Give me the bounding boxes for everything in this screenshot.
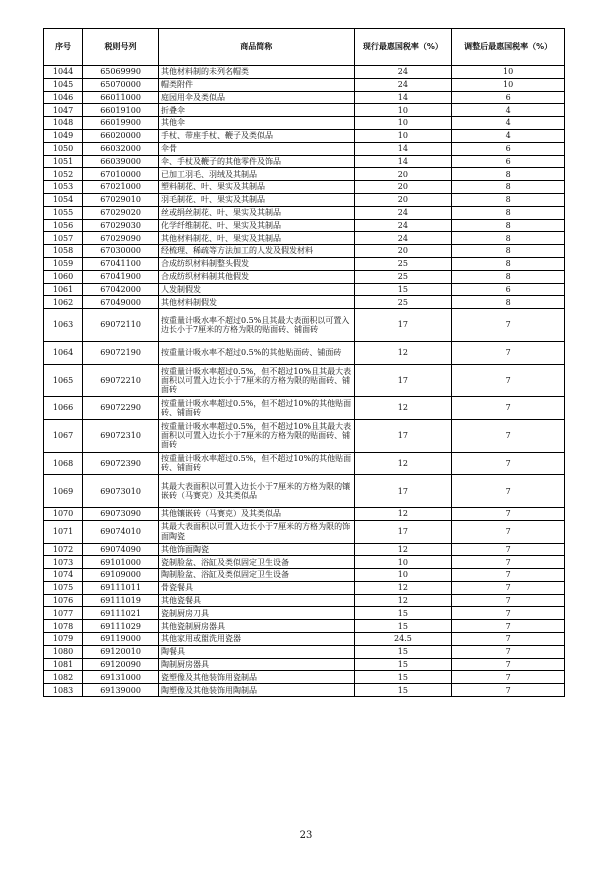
table-row <box>44 452 565 475</box>
cell-no: 1061 <box>44 283 83 296</box>
cell-no: 1063 <box>44 309 83 342</box>
cell-no: 1060 <box>44 270 83 283</box>
table-row <box>44 556 565 569</box>
table-row <box>44 296 565 309</box>
cell-no: 1054 <box>44 193 83 206</box>
cell-no: 1062 <box>44 296 83 309</box>
cell-adjusted-rate: 7 <box>452 520 565 543</box>
cell-adjusted-rate: 7 <box>452 556 565 569</box>
cell-current-rate: 17 <box>354 520 452 543</box>
cell-adjusted-rate: 7 <box>452 397 565 420</box>
cell-code: 69073010 <box>83 475 159 508</box>
cell-no: 1083 <box>44 684 83 697</box>
tariff-table-container <box>43 28 565 697</box>
cell-no: 1077 <box>44 607 83 620</box>
table-row <box>44 594 565 607</box>
cell-name: 合成纺织材料制整头假发 <box>159 257 355 270</box>
cell-no: 1069 <box>44 475 83 508</box>
cell-name: 羽毛制花、叶、果实及其制品 <box>159 193 355 206</box>
cell-code: 69111011 <box>83 581 159 594</box>
cell-current-rate: 20 <box>354 181 452 194</box>
cell-no: 1081 <box>44 658 83 671</box>
cell-adjusted-rate: 8 <box>452 296 565 309</box>
cell-code: 69072390 <box>83 452 159 475</box>
cell-name: 陶塑像及其他装饰用陶制品 <box>159 684 355 697</box>
cell-code: 69139000 <box>83 684 159 697</box>
cell-current-rate: 17 <box>354 475 452 508</box>
cell-adjusted-rate: 8 <box>452 193 565 206</box>
cell-current-rate: 24.5 <box>354 633 452 646</box>
table-row <box>44 507 565 520</box>
cell-no: 1072 <box>44 543 83 556</box>
cell-current-rate: 12 <box>354 543 452 556</box>
cell-name: 瓷塑像及其他装饰用瓷制品 <box>159 671 355 684</box>
cell-adjusted-rate: 7 <box>452 341 565 364</box>
cell-adjusted-rate: 7 <box>452 309 565 342</box>
cell-name: 按重量计吸水率超过0.5%，但不超过10%且其最大表面积以可置入边长小于7厘米的方格为限的贴面砖、铺面砖 <box>159 364 355 397</box>
cell-name: 其他瓷餐具 <box>159 594 355 607</box>
cell-name: 其最大表面积以可置入边长小于7厘米的方格为限的镶嵌砖（马赛克）及其类似品 <box>159 475 355 508</box>
cell-name: 已加工羽毛、羽绒及其制品 <box>159 168 355 181</box>
cell-no: 1066 <box>44 397 83 420</box>
table-row <box>44 181 565 194</box>
table-row <box>44 645 565 658</box>
cell-adjusted-rate: 6 <box>452 283 565 296</box>
table-row <box>44 520 565 543</box>
cell-code: 65069990 <box>83 66 159 79</box>
cell-adjusted-rate: 6 <box>452 142 565 155</box>
cell-name: 伞、手杖及鞭子的其他零件及饰品 <box>159 155 355 168</box>
cell-no: 1064 <box>44 341 83 364</box>
cell-current-rate: 20 <box>354 245 452 258</box>
table-row <box>44 104 565 117</box>
cell-code: 67029090 <box>83 232 159 245</box>
cell-current-rate: 12 <box>354 594 452 607</box>
table-row <box>44 219 565 232</box>
cell-current-rate: 12 <box>354 581 452 594</box>
cell-name: 其他瓷制厨房器具 <box>159 620 355 633</box>
cell-name: 人发制假发 <box>159 283 355 296</box>
cell-name: 其他家用或盥洗用瓷器 <box>159 633 355 646</box>
cell-code: 66011000 <box>83 91 159 104</box>
cell-current-rate: 15 <box>354 684 452 697</box>
cell-no: 1048 <box>44 117 83 130</box>
cell-no: 1079 <box>44 633 83 646</box>
cell-adjusted-rate: 8 <box>452 219 565 232</box>
cell-name: 瓷制脸盆、浴缸及类似固定卫生设备 <box>159 556 355 569</box>
cell-code: 69111029 <box>83 620 159 633</box>
cell-adjusted-rate: 7 <box>452 684 565 697</box>
table-row <box>44 206 565 219</box>
cell-adjusted-rate: 10 <box>452 66 565 79</box>
table-row <box>44 684 565 697</box>
cell-name: 按重量计吸水率超过0.5%，但不超过10%的其他贴面砖、铺面砖 <box>159 397 355 420</box>
cell-adjusted-rate: 7 <box>452 475 565 508</box>
cell-current-rate: 14 <box>354 142 452 155</box>
cell-name: 合成纺织材料制其他假发 <box>159 270 355 283</box>
cell-adjusted-rate: 7 <box>452 507 565 520</box>
cell-code: 67041100 <box>83 257 159 270</box>
table-row <box>44 155 565 168</box>
table-row <box>44 658 565 671</box>
cell-name: 陶餐具 <box>159 645 355 658</box>
cell-no: 1055 <box>44 206 83 219</box>
cell-adjusted-rate: 8 <box>452 181 565 194</box>
cell-no: 1057 <box>44 232 83 245</box>
table-row <box>44 607 565 620</box>
header-code: 税则号列 <box>83 29 159 66</box>
cell-no: 1058 <box>44 245 83 258</box>
cell-adjusted-rate: 6 <box>452 91 565 104</box>
cell-no: 1059 <box>44 257 83 270</box>
table-row <box>44 129 565 142</box>
cell-adjusted-rate: 4 <box>452 117 565 130</box>
table-row <box>44 419 565 452</box>
cell-adjusted-rate: 7 <box>452 645 565 658</box>
cell-code: 69072110 <box>83 309 159 342</box>
cell-code: 67030000 <box>83 245 159 258</box>
cell-name: 塑料制花、叶、果实及其制品 <box>159 181 355 194</box>
cell-code: 67029030 <box>83 219 159 232</box>
cell-code: 69072290 <box>83 397 159 420</box>
cell-name: 按重量计吸水率超过0.5%，但不超过10%的其他贴面砖、铺面砖 <box>159 452 355 475</box>
cell-current-rate: 24 <box>354 206 452 219</box>
cell-no: 1080 <box>44 645 83 658</box>
cell-current-rate: 17 <box>354 364 452 397</box>
cell-current-rate: 12 <box>354 452 452 475</box>
cell-no: 1049 <box>44 129 83 142</box>
cell-current-rate: 20 <box>354 193 452 206</box>
cell-no: 1067 <box>44 419 83 452</box>
cell-code: 67049000 <box>83 296 159 309</box>
cell-name: 其他镶嵌砖（马赛克）及其类似品 <box>159 507 355 520</box>
cell-code: 67029020 <box>83 206 159 219</box>
cell-adjusted-rate: 8 <box>452 168 565 181</box>
cell-code: 66020000 <box>83 129 159 142</box>
cell-no: 1046 <box>44 91 83 104</box>
cell-name: 手杖、带座手杖、鞭子及类似品 <box>159 129 355 142</box>
table-body <box>44 66 565 697</box>
cell-no: 1065 <box>44 364 83 397</box>
cell-adjusted-rate: 6 <box>452 155 565 168</box>
cell-no: 1056 <box>44 219 83 232</box>
cell-name: 按重量计吸水率不超过0.5%的其他贴面砖、铺面砖 <box>159 341 355 364</box>
table-row <box>44 245 565 258</box>
cell-current-rate: 24 <box>354 78 452 91</box>
cell-name: 其他饰面陶瓷 <box>159 543 355 556</box>
cell-adjusted-rate: 7 <box>452 364 565 397</box>
cell-current-rate: 25 <box>354 257 452 270</box>
cell-current-rate: 25 <box>354 270 452 283</box>
cell-current-rate: 24 <box>354 232 452 245</box>
cell-code: 69120010 <box>83 645 159 658</box>
cell-name: 其他材料制的未列名帽类 <box>159 66 355 79</box>
cell-adjusted-rate: 8 <box>452 232 565 245</box>
cell-no: 1051 <box>44 155 83 168</box>
cell-current-rate: 24 <box>354 219 452 232</box>
cell-no: 1076 <box>44 594 83 607</box>
cell-name: 陶制脸盆、浴缸及类似固定卫生设备 <box>159 569 355 582</box>
table-row <box>44 671 565 684</box>
cell-current-rate: 12 <box>354 507 452 520</box>
cell-no: 1047 <box>44 104 83 117</box>
cell-name: 经梳理、稀疏等方法加工的人发及假发材料 <box>159 245 355 258</box>
cell-name: 陶制厨房器具 <box>159 658 355 671</box>
cell-code: 66019100 <box>83 104 159 117</box>
cell-adjusted-rate: 7 <box>452 419 565 452</box>
cell-name: 按重量计吸水率不超过0.5%且其最大表面积以可置入边长小于7厘米的方格为限的贴面砖、铺面砖 <box>159 309 355 342</box>
table-row <box>44 475 565 508</box>
cell-no: 1071 <box>44 520 83 543</box>
cell-name: 其他材料制花、叶、果实及其制品 <box>159 232 355 245</box>
cell-code: 69072190 <box>83 341 159 364</box>
cell-no: 1050 <box>44 142 83 155</box>
cell-current-rate: 10 <box>354 569 452 582</box>
cell-code: 69101000 <box>83 556 159 569</box>
cell-current-rate: 20 <box>354 168 452 181</box>
header-no: 序号 <box>44 29 83 66</box>
cell-name: 其最大表面积以可置入边长小于7厘米的方格为限的饰面陶瓷 <box>159 520 355 543</box>
cell-code: 69074090 <box>83 543 159 556</box>
cell-code: 69072310 <box>83 419 159 452</box>
cell-code: 69119000 <box>83 633 159 646</box>
cell-code: 67041900 <box>83 270 159 283</box>
table-row <box>44 633 565 646</box>
cell-name: 按重量计吸水率超过0.5%，但不超过10%且其最大表面积以可置入边长小于7厘米的方格为限的贴面砖、铺面砖 <box>159 419 355 452</box>
cell-no: 1082 <box>44 671 83 684</box>
cell-no: 1044 <box>44 66 83 79</box>
cell-name: 其他伞 <box>159 117 355 130</box>
cell-no: 1074 <box>44 569 83 582</box>
cell-name: 庭园用伞及类似品 <box>159 91 355 104</box>
table-row <box>44 168 565 181</box>
header-name: 商品简称 <box>159 29 355 66</box>
cell-name: 折叠伞 <box>159 104 355 117</box>
cell-current-rate: 14 <box>354 155 452 168</box>
cell-current-rate: 10 <box>354 556 452 569</box>
cell-no: 1068 <box>44 452 83 475</box>
table-row <box>44 569 565 582</box>
table-row <box>44 397 565 420</box>
cell-code: 67021000 <box>83 181 159 194</box>
table-row <box>44 543 565 556</box>
table-row <box>44 142 565 155</box>
cell-adjusted-rate: 7 <box>452 594 565 607</box>
cell-adjusted-rate: 7 <box>452 543 565 556</box>
cell-current-rate: 15 <box>354 283 452 296</box>
cell-code: 69120090 <box>83 658 159 671</box>
cell-current-rate: 25 <box>354 296 452 309</box>
table-row <box>44 364 565 397</box>
table-row <box>44 581 565 594</box>
header-current-rate: 现行最惠国税率（%） <box>354 29 452 66</box>
cell-current-rate: 15 <box>354 658 452 671</box>
cell-code: 69109000 <box>83 569 159 582</box>
table-row <box>44 283 565 296</box>
cell-name: 帽类附件 <box>159 78 355 91</box>
cell-current-rate: 12 <box>354 341 452 364</box>
cell-current-rate: 15 <box>354 607 452 620</box>
cell-code: 67010000 <box>83 168 159 181</box>
cell-current-rate: 15 <box>354 645 452 658</box>
cell-code: 66019900 <box>83 117 159 130</box>
table-row <box>44 193 565 206</box>
cell-code: 69111021 <box>83 607 159 620</box>
cell-current-rate: 10 <box>354 117 452 130</box>
cell-adjusted-rate: 7 <box>452 658 565 671</box>
cell-current-rate: 14 <box>354 91 452 104</box>
cell-adjusted-rate: 7 <box>452 620 565 633</box>
cell-code: 69072210 <box>83 364 159 397</box>
cell-name: 骨瓷餐具 <box>159 581 355 594</box>
cell-adjusted-rate: 7 <box>452 569 565 582</box>
cell-adjusted-rate: 8 <box>452 270 565 283</box>
cell-no: 1052 <box>44 168 83 181</box>
cell-code: 67029010 <box>83 193 159 206</box>
cell-current-rate: 15 <box>354 620 452 633</box>
tariff-table <box>43 28 565 697</box>
page-number: 23 <box>299 830 313 841</box>
cell-name: 化学纤维制花、叶、果实及其制品 <box>159 219 355 232</box>
table-row <box>44 309 565 342</box>
cell-no: 1075 <box>44 581 83 594</box>
cell-adjusted-rate: 7 <box>452 671 565 684</box>
cell-name: 伞骨 <box>159 142 355 155</box>
cell-current-rate: 17 <box>354 309 452 342</box>
table-row <box>44 257 565 270</box>
cell-current-rate: 10 <box>354 104 452 117</box>
cell-adjusted-rate: 7 <box>452 633 565 646</box>
cell-name: 瓷制厨房刀具 <box>159 607 355 620</box>
cell-code: 67042000 <box>83 283 159 296</box>
cell-no: 1045 <box>44 78 83 91</box>
cell-adjusted-rate: 10 <box>452 78 565 91</box>
cell-no: 1073 <box>44 556 83 569</box>
table-row <box>44 232 565 245</box>
cell-current-rate: 24 <box>354 66 452 79</box>
table-row <box>44 341 565 364</box>
cell-code: 69073090 <box>83 507 159 520</box>
cell-name: 丝或绢丝制花、叶、果实及其制品 <box>159 206 355 219</box>
cell-current-rate: 12 <box>354 397 452 420</box>
cell-no: 1078 <box>44 620 83 633</box>
cell-code: 69131000 <box>83 671 159 684</box>
table-row <box>44 270 565 283</box>
cell-adjusted-rate: 8 <box>452 206 565 219</box>
cell-name: 其他材料制假发 <box>159 296 355 309</box>
cell-adjusted-rate: 8 <box>452 257 565 270</box>
cell-current-rate: 17 <box>354 419 452 452</box>
cell-adjusted-rate: 4 <box>452 129 565 142</box>
cell-adjusted-rate: 7 <box>452 452 565 475</box>
cell-adjusted-rate: 7 <box>452 607 565 620</box>
table-row <box>44 66 565 79</box>
header-adjusted-rate: 调整后最惠国税率（%） <box>452 29 565 66</box>
cell-no: 1070 <box>44 507 83 520</box>
cell-code: 66032000 <box>83 142 159 155</box>
table-row <box>44 117 565 130</box>
cell-code: 69111019 <box>83 594 159 607</box>
cell-current-rate: 15 <box>354 671 452 684</box>
cell-no: 1053 <box>44 181 83 194</box>
table-row <box>44 620 565 633</box>
table-row <box>44 78 565 91</box>
table-row <box>44 91 565 104</box>
table-header-row <box>44 29 565 66</box>
cell-code: 65070000 <box>83 78 159 91</box>
cell-code: 69074010 <box>83 520 159 543</box>
cell-code: 66039000 <box>83 155 159 168</box>
cell-adjusted-rate: 8 <box>452 245 565 258</box>
cell-current-rate: 10 <box>354 129 452 142</box>
cell-adjusted-rate: 7 <box>452 581 565 594</box>
cell-adjusted-rate: 4 <box>452 104 565 117</box>
